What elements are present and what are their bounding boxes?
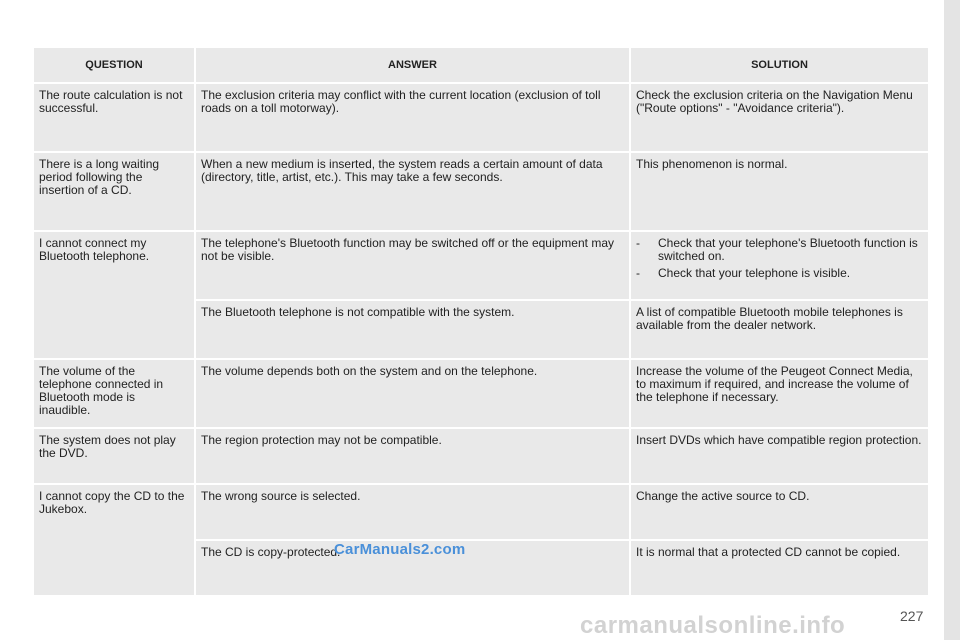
solution-cell: Check the exclusion criteria on the Navigation Menu ("Route options" - "Avoidance criteria"). [630,83,929,152]
troubleshooting-table [32,46,930,597]
solution-cell: Insert DVDs which have compatible region protection. [630,428,929,484]
solution-cell: A list of compatible Bluetooth mobile telephones is available from the dealer network. [630,300,929,359]
solution-list-text: Check that your telephone is visible. [658,266,851,280]
table-row [33,83,929,152]
header-solution: SOLUTION [630,47,929,83]
question-cell: The volume of the telephone connected in Bluetooth mode is inaudible. [33,359,195,428]
solution-list-item [636,237,923,263]
answer-cell: The region protection may not be compatible. [195,428,630,484]
carmanualsonline-watermark: carmanualsonline.info [580,612,846,639]
question-cell: There is a long waiting period following the insertion of a CD. [33,152,195,231]
solution-cell: Increase the volume of the Peugeot Connect Media, to maximum if required, and increase the volume of the telephone if necessary. [630,359,929,428]
answer-cell: The volume depends both on the system and on the telephone. [195,359,630,428]
solution-cell: It is normal that a protected CD cannot be copied. [630,540,929,596]
solution-list-item [636,267,923,280]
dash-marker: - [636,266,640,280]
solution-cell: Change the active source to CD. [630,484,929,540]
table-row [33,231,929,300]
table-row [33,428,929,484]
page-edge-strip [944,0,960,640]
carmanuals2-watermark: CarManuals2.com [334,541,466,558]
answer-cell: The exclusion criteria may conflict with the current location (exclusion of toll roads on a toll motorway). [195,83,630,152]
page-number: 227 [900,608,924,624]
question-cell: I cannot copy the CD to the Jukebox. [33,484,195,596]
solution-cell: This phenomenon is normal. [630,152,929,231]
question-cell: I cannot connect my Bluetooth telephone. [33,231,195,359]
answer-cell: The Bluetooth telephone is not compatible with the system. [195,300,630,359]
header-answer: ANSWER [195,47,630,83]
table-row [33,484,929,540]
solution-list-text: Check that your telephone's Bluetooth function is switched on. [658,236,918,263]
question-cell: The system does not play the DVD. [33,428,195,484]
solution-cell [630,231,929,300]
header-question: QUESTION [33,47,195,83]
answer-cell: The telephone's Bluetooth function may be switched off or the equipment may not be visible. [195,231,630,300]
dash-marker: - [636,236,640,250]
question-cell: The route calculation is not successful. [33,83,195,152]
answer-cell: The wrong source is selected. [195,484,630,540]
table-row [33,359,929,428]
answer-cell: When a new medium is inserted, the system reads a certain amount of data (directory, title, artist, etc.). This may take a few seconds. [195,152,630,231]
answer-cell: The CD is copy-protected. [195,540,630,596]
table-header-row [33,47,929,83]
table-row [33,152,929,231]
